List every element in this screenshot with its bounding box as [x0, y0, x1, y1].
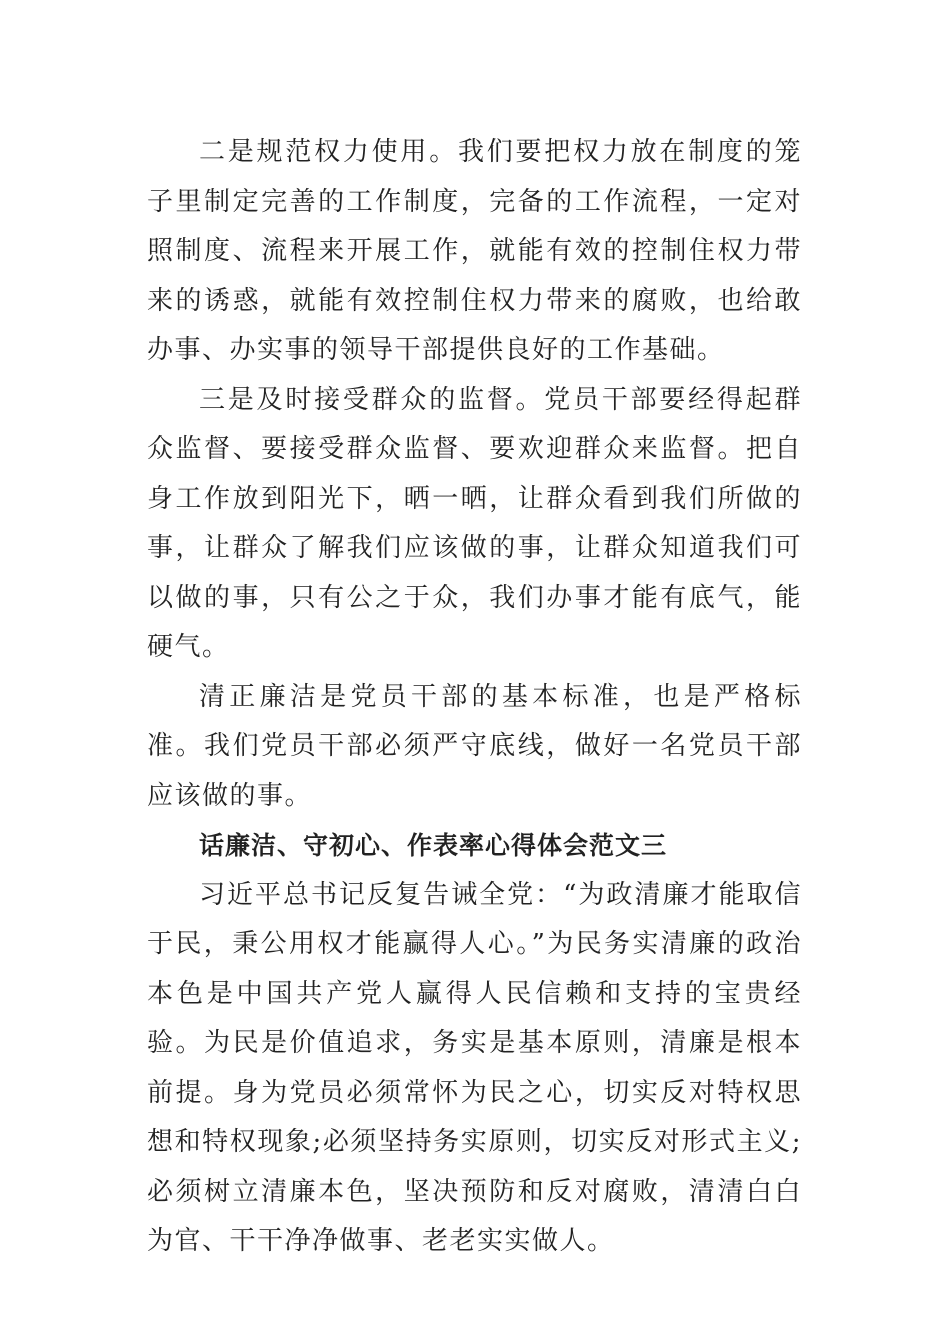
paragraph-regulate-power: 二是规范权力使用。我们要把权力放在制度的笼子里制定完善的工作制度，完备的工作流程，一定对照制度、流程来开展工作，就能有效的控制住权力带来的诱惑，就能有效控制住权力带来的腐败，也给敢办事、办实事的领导干部提供良好的工作基础。: [147, 137, 802, 365]
paragraph-integrity-standard: 清正廉洁是党员干部的基本标准，也是严格标准。我们党员干部必须严守底线，做好一名党员干部应该做的事。: [147, 681, 802, 811]
section-heading: 话廉洁、守初心、作表率心得体会范文三: [199, 831, 668, 860]
paragraph-public-supervision: 三是及时接受群众的监督。党员干部要经得起群众监督、要接受群众监督、要欢迎群众来监督。把自身工作放到阳光下，晒一晒，让群众看到我们所做的事，让群众了解我们应该做的事，让群众知道我们可以做的事，只有公之于众，我们办事才能有底气，能硬气。: [147, 384, 802, 662]
paragraph-xi-quote: 习近平总书记反复告诫全党：“为政清廉才能取信于民，秉公用权才能赢得人心。”为民务实清廉的政治本色是中国共产党人赢得人民信赖和支持的宝贵经验。为民是价值追求，务实是基本原则，清廉是根本前提。身为党员必须常怀为民之心，切实反对特权思想和特权现象;必须坚持务实原则，切实反对形式主义;必须树立清廉本色，坚决预防和反对腐败，清清白白为官、干干净净做事、老老实实做人。: [147, 879, 802, 1256]
document-body: [147, 128, 802, 1267]
